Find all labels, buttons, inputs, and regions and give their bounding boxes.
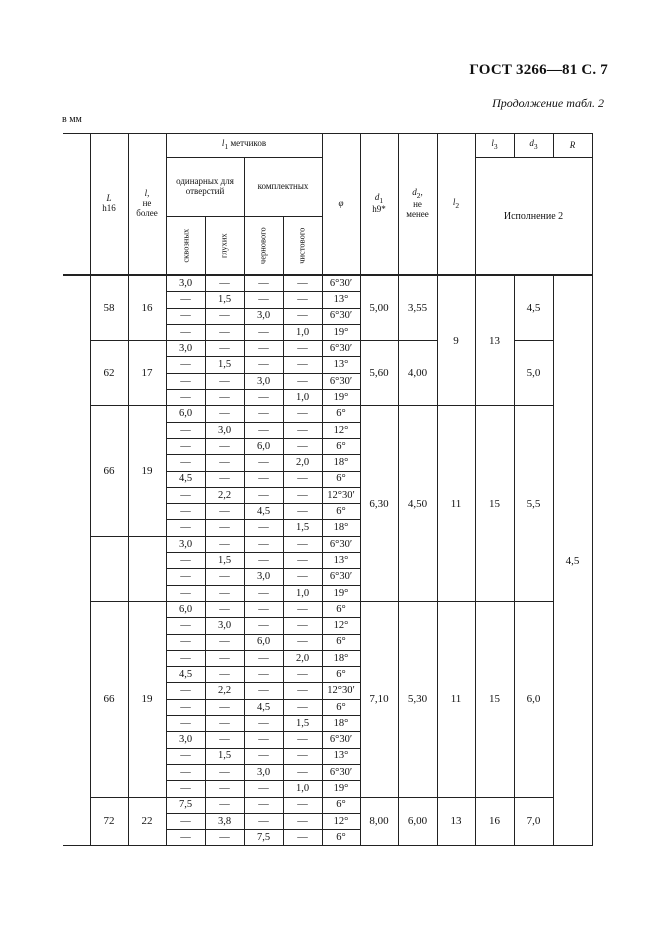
cell-phi: 6°30′	[322, 308, 360, 324]
header-l2-sub: 2	[455, 200, 460, 210]
header-phi	[322, 134, 360, 276]
header-L-tolerance: h16	[102, 203, 116, 213]
cell-rough: 3,0	[244, 764, 283, 780]
cell-finish: —	[283, 341, 322, 357]
cell-l: 72	[90, 797, 128, 846]
cell-blind: —	[205, 634, 244, 650]
cell-l: 62	[90, 341, 128, 406]
cell-phi: 19°	[322, 324, 360, 340]
cell-rough: 3,0	[244, 308, 283, 324]
header-l1-text: метчиков	[228, 138, 267, 149]
standard-title: ГОСТ 3266—81 С. 7	[469, 62, 608, 78]
header-single-holes: одинарных для отверстий	[166, 158, 244, 217]
cell-l: 19	[128, 601, 166, 797]
table-header	[63, 134, 592, 276]
cell-through: —	[166, 716, 205, 732]
cell-rough: 7,5	[244, 830, 283, 846]
cell-finish: —	[283, 732, 322, 748]
cell-phi: 6°30′	[322, 341, 360, 357]
cell-rough: —	[244, 797, 283, 813]
cell-finish: —	[283, 536, 322, 552]
cell-l: 22	[128, 797, 166, 846]
cell-phi: 6°30′	[322, 275, 360, 292]
cell-phi: 13°	[322, 748, 360, 764]
cell-l: 19	[128, 406, 166, 536]
cell-d1: 5,60	[360, 341, 398, 406]
cell-rough: —	[244, 601, 283, 617]
header-d1-symbol: d	[374, 192, 380, 203]
header-d3-symbol: d	[529, 138, 534, 149]
cell-through: —	[166, 520, 205, 536]
cell-through: —	[166, 699, 205, 715]
cell-blind: —	[205, 797, 244, 813]
cell-finish: —	[283, 813, 322, 829]
cell-through: —	[166, 487, 205, 503]
cell-through: —	[166, 813, 205, 829]
header-l-symbol: l,	[144, 188, 150, 199]
cell-through: —	[166, 357, 205, 373]
cell-rough: —	[244, 520, 283, 536]
blank-cell	[63, 275, 90, 846]
header-d1-tolerance: h9*	[372, 204, 386, 215]
cell-finish: 2,0	[283, 455, 322, 471]
cell-rough: 4,5	[244, 504, 283, 520]
cell-phi: 6°	[322, 667, 360, 683]
cell-rough: —	[244, 732, 283, 748]
cell-blind: 2,2	[205, 487, 244, 503]
cell-finish: —	[283, 667, 322, 683]
cell-l3: 15	[475, 406, 514, 602]
cell-blind: —	[205, 341, 244, 357]
cell-rough: 3,0	[244, 569, 283, 585]
header-d2-text: не менее	[406, 199, 429, 220]
cell-blind: —	[205, 601, 244, 617]
header-complete-set: комплектных	[244, 158, 322, 217]
cell-l: 16	[128, 275, 166, 341]
cell-through: —	[166, 781, 205, 797]
cell-d1: 5,00	[360, 275, 398, 341]
cell-rough: —	[244, 618, 283, 634]
cell-d3: 5,5	[514, 406, 553, 602]
cell-l2: 9	[437, 275, 475, 406]
cell-phi: 18°	[322, 716, 360, 732]
cell-through: 4,5	[166, 667, 205, 683]
header-l1-group	[166, 134, 322, 158]
cell-phi: 6°	[322, 471, 360, 487]
cell-finish: —	[283, 308, 322, 324]
cell-phi: 6°	[322, 601, 360, 617]
cell-r: 4,5	[553, 275, 592, 846]
cell-blind: 1,5	[205, 357, 244, 373]
cell-through: 4,5	[166, 471, 205, 487]
cell-blind: 1,5	[205, 748, 244, 764]
header-R-symbol: R	[569, 139, 576, 150]
cell-blind: —	[205, 764, 244, 780]
header-l1-symbol: l	[221, 138, 225, 149]
cell-through: —	[166, 422, 205, 438]
cell-blind: 2,2	[205, 683, 244, 699]
header-d3-sub: 3	[533, 142, 538, 152]
header-d1	[360, 134, 398, 276]
cell-rough: —	[244, 275, 283, 292]
cell-l3: 15	[475, 601, 514, 797]
cell-finish: 1,0	[283, 585, 322, 601]
cell-blind: —	[205, 585, 244, 601]
cell-blind: —	[205, 455, 244, 471]
header-l1-sub: 1	[224, 142, 229, 152]
cell-finish: 1,5	[283, 520, 322, 536]
cell-d3: 6,0	[514, 601, 553, 797]
cell-finish: —	[283, 601, 322, 617]
cell-rough: —	[244, 341, 283, 357]
cell-through: —	[166, 748, 205, 764]
cell-blind: —	[205, 471, 244, 487]
cell-phi: 18°	[322, 520, 360, 536]
cell-finish: 1,5	[283, 716, 322, 732]
cell-phi: 12°	[322, 618, 360, 634]
cell-l	[90, 536, 128, 601]
cell-through: —	[166, 504, 205, 520]
cell-blind: —	[205, 504, 244, 520]
header-through	[166, 217, 205, 276]
cell-rough: —	[244, 650, 283, 666]
cell-phi: 6°	[322, 504, 360, 520]
cell-through: —	[166, 650, 205, 666]
cell-phi: 6°	[322, 634, 360, 650]
cell-phi: 18°	[322, 455, 360, 471]
cell-finish: —	[283, 487, 322, 503]
cell-through: —	[166, 634, 205, 650]
cell-d2: 4,50	[398, 406, 437, 602]
cell-rough: —	[244, 667, 283, 683]
blank-header-cell	[63, 134, 90, 276]
cell-rough: 3,0	[244, 373, 283, 389]
header-L-symbol: L	[106, 193, 112, 204]
cell-blind: 3,8	[205, 813, 244, 829]
cell-blind: —	[205, 732, 244, 748]
cell-rough: —	[244, 585, 283, 601]
cell-finish: —	[283, 504, 322, 520]
cell-finish: —	[283, 471, 322, 487]
cell-blind: —	[205, 781, 244, 797]
header-d2: $d_2$, не менее	[398, 134, 437, 276]
cell-through: 3,0	[166, 275, 205, 292]
header-rough-label: чернового	[257, 226, 268, 264]
cell-phi: 12°	[322, 422, 360, 438]
cell-blind: —	[205, 438, 244, 454]
cell-finish: —	[283, 422, 322, 438]
cell-through: —	[166, 438, 205, 454]
header-blind	[205, 217, 244, 276]
cell-d1: 7,10	[360, 601, 398, 797]
cell-blind: —	[205, 569, 244, 585]
cell-blind: —	[205, 536, 244, 552]
cell-phi: 19°	[322, 585, 360, 601]
cell-through: —	[166, 683, 205, 699]
cell-through: —	[166, 455, 205, 471]
header-d1-sub: 1	[379, 195, 384, 205]
cell-l	[128, 536, 166, 601]
cell-phi: 13°	[322, 357, 360, 373]
header-l-text: не более	[136, 198, 158, 218]
table-row	[63, 601, 592, 617]
cell-phi: 6°30′	[322, 536, 360, 552]
cell-l2: 13	[437, 797, 475, 846]
table-row	[63, 275, 592, 292]
header-l2	[437, 134, 475, 276]
cell-blind: —	[205, 520, 244, 536]
cell-finish: —	[283, 275, 322, 292]
cell-through: 6,0	[166, 406, 205, 422]
continuation-caption: Продолжение табл. 2	[492, 96, 604, 110]
cell-rough: —	[244, 716, 283, 732]
cell-d3: 7,0	[514, 797, 553, 846]
table-row	[63, 406, 592, 422]
cell-phi: 12°30′	[322, 683, 360, 699]
cell-finish: —	[283, 553, 322, 569]
cell-rough: —	[244, 553, 283, 569]
cell-d2: 6,00	[398, 797, 437, 846]
cell-finish: —	[283, 748, 322, 764]
header-L	[90, 134, 128, 276]
cell-phi: 13°	[322, 553, 360, 569]
cell-blind: —	[205, 324, 244, 340]
cell-phi: 6°	[322, 797, 360, 813]
cell-d3: 5,0	[514, 341, 553, 406]
cell-blind: —	[205, 716, 244, 732]
cell-through: —	[166, 373, 205, 389]
cell-through: —	[166, 308, 205, 324]
header-l	[128, 134, 166, 276]
cell-finish: 1,0	[283, 781, 322, 797]
cell-blind: 1,5	[205, 292, 244, 308]
cell-d1: 6,30	[360, 406, 398, 602]
cell-phi: 12°	[322, 813, 360, 829]
cell-through: —	[166, 324, 205, 340]
cell-phi: 6°30′	[322, 373, 360, 389]
cell-finish: —	[283, 699, 322, 715]
cell-d3: 4,5	[514, 275, 553, 341]
cell-blind: —	[205, 373, 244, 389]
header-phi-symbol: φ	[338, 198, 344, 209]
cell-l3: 13	[475, 275, 514, 406]
cell-d2: 3,55	[398, 275, 437, 341]
cell-finish: —	[283, 797, 322, 813]
cell-phi: 18°	[322, 650, 360, 666]
cell-blind: —	[205, 390, 244, 406]
cell-through: —	[166, 830, 205, 846]
cell-l3: 16	[475, 797, 514, 846]
header-blind-label: глухих	[218, 232, 229, 258]
header-l3-symbol: l	[491, 138, 494, 149]
table-row	[63, 797, 592, 813]
cell-through: 3,0	[166, 536, 205, 552]
cell-rough: —	[244, 390, 283, 406]
header-d3	[514, 134, 553, 158]
header-finish-label: чистового	[296, 227, 307, 264]
cell-rough: —	[244, 455, 283, 471]
cell-rough: 6,0	[244, 438, 283, 454]
cell-finish: —	[283, 634, 322, 650]
cell-rough: —	[244, 422, 283, 438]
cell-finish: —	[283, 830, 322, 846]
cell-blind: 3,0	[205, 618, 244, 634]
cell-rough: —	[244, 357, 283, 373]
cell-blind: —	[205, 667, 244, 683]
cell-rough: —	[244, 406, 283, 422]
cell-through: —	[166, 390, 205, 406]
cell-blind: —	[205, 830, 244, 846]
header-l2-symbol: l	[452, 196, 456, 207]
cell-through: 3,0	[166, 732, 205, 748]
cell-rough: —	[244, 324, 283, 340]
cell-finish: —	[283, 292, 322, 308]
cell-finish: 1,0	[283, 324, 322, 340]
cell-rough: —	[244, 471, 283, 487]
cell-blind: 3,0	[205, 422, 244, 438]
cell-rough: —	[244, 781, 283, 797]
cell-through: —	[166, 292, 205, 308]
cell-rough: —	[244, 683, 283, 699]
cell-phi: 12°30′	[322, 487, 360, 503]
cell-d2: 5,30	[398, 601, 437, 797]
cell-blind: —	[205, 406, 244, 422]
header-d2-symbol: d	[412, 187, 417, 198]
cell-phi: 6°	[322, 830, 360, 846]
cell-through: 3,0	[166, 341, 205, 357]
cell-phi: 6°30′	[322, 569, 360, 585]
cell-finish: —	[283, 357, 322, 373]
cell-finish: —	[283, 438, 322, 454]
cell-through: —	[166, 585, 205, 601]
cell-finish: —	[283, 373, 322, 389]
cell-finish: —	[283, 618, 322, 634]
cell-phi: 19°	[322, 390, 360, 406]
unit-label: в мм	[62, 114, 82, 125]
cell-l: 66	[90, 406, 128, 536]
cell-through: 6,0	[166, 601, 205, 617]
cell-rough: —	[244, 748, 283, 764]
cell-l: 58	[90, 275, 128, 341]
cell-blind: —	[205, 699, 244, 715]
cell-rough: 4,5	[244, 699, 283, 715]
header-d2-sub: 2	[416, 190, 421, 200]
cell-d1: 8,00	[360, 797, 398, 846]
header-rough	[244, 217, 283, 276]
cell-rough: —	[244, 536, 283, 552]
header-through-label: сквозных	[179, 228, 190, 263]
cell-finish: 2,0	[283, 650, 322, 666]
cell-l: 17	[128, 341, 166, 406]
cell-phi: 19°	[322, 781, 360, 797]
header-R	[553, 134, 592, 158]
cell-through: —	[166, 553, 205, 569]
cell-phi: 6°30′	[322, 764, 360, 780]
cell-phi: 6°30′	[322, 732, 360, 748]
cell-finish: —	[283, 569, 322, 585]
cell-through: —	[166, 618, 205, 634]
cell-finish: —	[283, 764, 322, 780]
header-execution-2: Исполнение 2	[475, 158, 592, 276]
cell-phi: 13°	[322, 292, 360, 308]
cell-finish: —	[283, 406, 322, 422]
cell-finish: 1,0	[283, 390, 322, 406]
cell-phi: 6°	[322, 438, 360, 454]
cell-blind: —	[205, 308, 244, 324]
header-finish	[283, 217, 322, 276]
cell-rough: 6,0	[244, 634, 283, 650]
header-l3-sub: 3	[493, 142, 498, 152]
cell-phi: 6°	[322, 699, 360, 715]
tap-dimensions-table	[63, 133, 593, 846]
cell-blind: —	[205, 650, 244, 666]
cell-through: —	[166, 764, 205, 780]
cell-rough: —	[244, 292, 283, 308]
cell-blind: 1,5	[205, 553, 244, 569]
cell-d2: 4,00	[398, 341, 437, 406]
cell-through: —	[166, 569, 205, 585]
cell-through: 7,5	[166, 797, 205, 813]
cell-phi: 6°	[322, 406, 360, 422]
cell-rough: —	[244, 813, 283, 829]
cell-l: 66	[90, 601, 128, 797]
cell-l2: 11	[437, 406, 475, 602]
cell-finish: —	[283, 683, 322, 699]
cell-blind: —	[205, 275, 244, 292]
table-body	[63, 275, 592, 846]
cell-l2: 11	[437, 601, 475, 797]
header-l3	[475, 134, 514, 158]
cell-rough: —	[244, 487, 283, 503]
